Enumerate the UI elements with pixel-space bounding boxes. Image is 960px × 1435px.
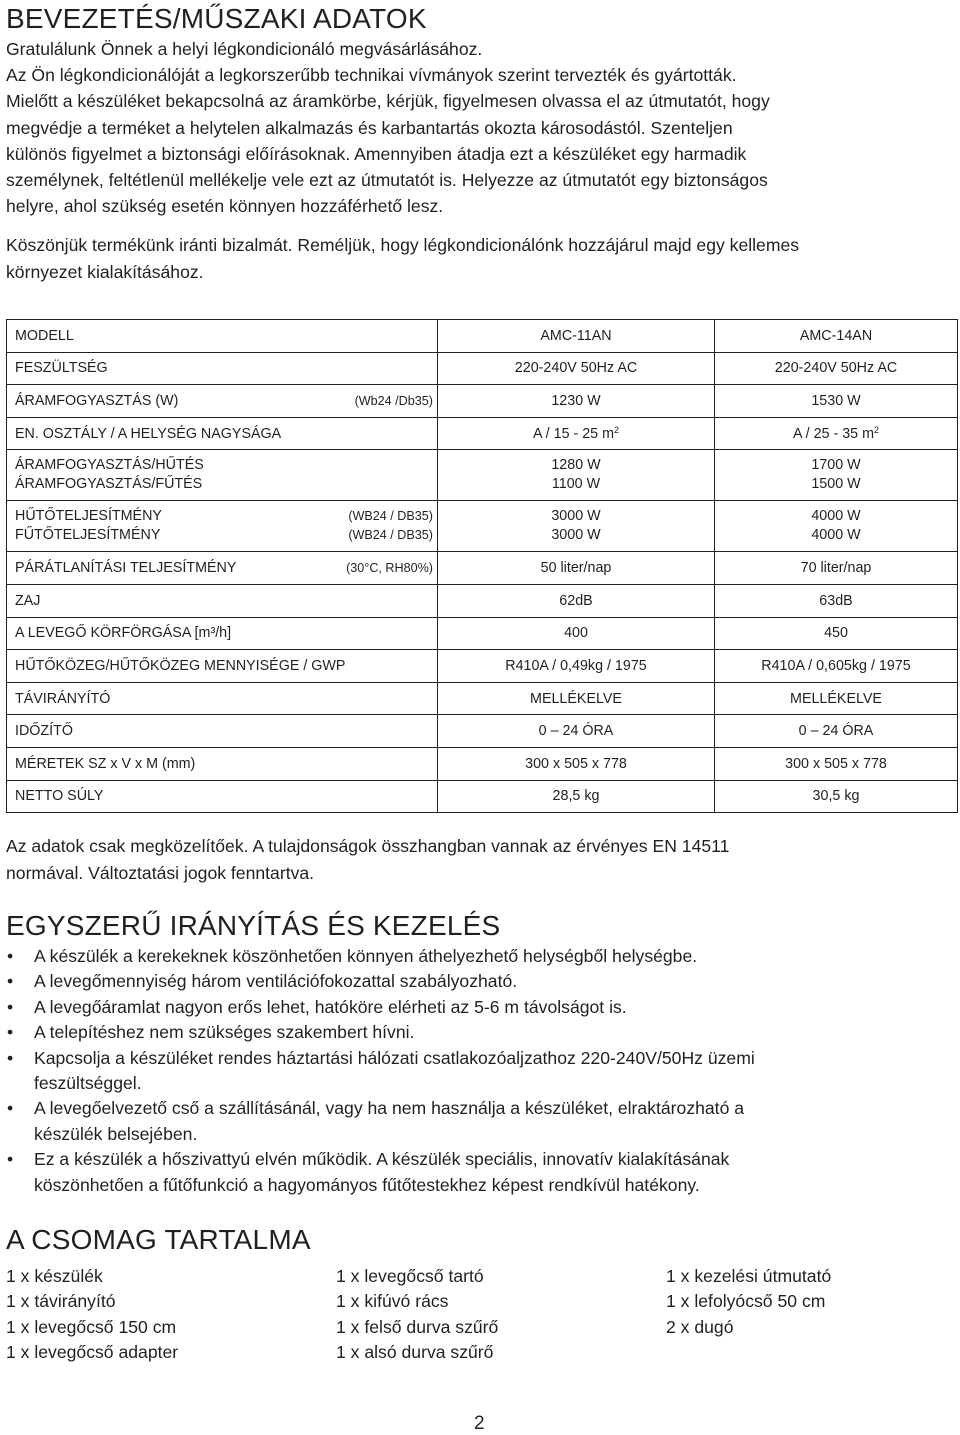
value-model-b: A / 25 - 35 $m^2$ [715, 417, 958, 450]
value-model-b: 70 liter/nap [715, 552, 958, 585]
table-header-row [7, 320, 958, 353]
list-item: • A levegőmennyiség három ventilációfokozattal szabályozható. [6, 969, 958, 994]
value-model-b: 450 [715, 617, 958, 650]
row-condition: (30°C, RH80%) [307, 552, 438, 585]
value-model-b: 300 x 505 x 778 [715, 747, 958, 780]
value-model-a: 3000 W 3000 W [438, 501, 715, 552]
text-line: Gratulálunk Önnek a helyi légkondicionáló megvásárlásához. [6, 39, 483, 59]
row-label: IDŐZÍTŐ [7, 715, 438, 748]
row-condition: (Wb24 /Db35) [307, 385, 438, 418]
text-line: Az Ön légkondicionálóját a legkorszerűbb technikai vívmányok szerint tervezték és gyártották. [6, 65, 737, 86]
value-model-b: 220-240V 50Hz AC [715, 352, 958, 385]
list-item: 1 x felső durva szűrő [336, 1316, 499, 1337]
table-row [7, 450, 958, 501]
list-item: • A készülék a kerekeknek köszönhetően könnyen áthelyezhető helységből helységbe. [6, 944, 958, 969]
row-label: PÁRÁTLANÍTÁSI TELJESÍTMÉNY [7, 552, 308, 585]
text-line: Köszönjük termékünk iránti bizalmát. Reméljük, hogy légkondicionálónk hozzájárul majd egy kellemes [6, 235, 800, 256]
text-line: Mielőtt a készüléket bekapcsolná az áramkörbe, kérjük, figyelmesen olvassa el az útmutatót, hogy [6, 91, 770, 112]
table-row [7, 552, 958, 585]
bullet-icon: • [7, 996, 14, 1017]
row-label: TÁVIRÁNYÍTÓ [7, 682, 438, 715]
value-model-a: 220-240V 50Hz AC [438, 352, 715, 385]
value-model-b: 1700 W 1500 W [715, 450, 958, 501]
text-line: megvédje a terméket a helytelen alkalmazás és karbantartás okozta károsodástól. Szenteljen [6, 117, 733, 138]
table-row [7, 352, 958, 385]
disclaimer-note [6, 833, 958, 886]
value-model-b: 1530 W [715, 385, 958, 418]
value-model-a: MELLÉKELVE [438, 682, 715, 715]
spec-table [6, 319, 958, 813]
value-model-a: 1230 W [438, 385, 715, 418]
list-item: 2 x dugó [666, 1316, 734, 1337]
table-row [7, 584, 958, 617]
text-line: normával. Változtatási jogok fenntartva. [6, 862, 315, 883]
table-row [7, 417, 958, 450]
value-model-a: 50 liter/nap [438, 552, 715, 585]
value-model-a: 0 – 24 ÓRA [438, 715, 715, 748]
bullet-icon: • [7, 1149, 14, 1170]
list-item: 1 x kifúvó rács [336, 1291, 449, 1312]
value-model-a: 1280 W 1100 W [438, 450, 715, 501]
text-line: helyre, ahol szükség esetén könnyen hozzáférhető lesz. [6, 196, 444, 217]
text-line: Az adatok csak megközelítőek. A tulajdonságok összhangban vannak az érvényes EN 14511 [6, 836, 730, 856]
list-item: 1 x lefolyócső 50 cm [666, 1291, 826, 1312]
list-item: 1 x levegőcső tartó [336, 1266, 484, 1286]
list-item: • A telepítéshez nem szükséges szakembert hívni. [6, 1020, 958, 1045]
value-model-a: 62dB [438, 584, 715, 617]
row-label: MÉRETEK SZ x V x M (mm) [7, 747, 438, 780]
list-item: 1 x levegőcső adapter [6, 1341, 179, 1362]
list-item: • Ez a készülék a hőszivattyú elvén működik. A készülék speciális, innovatív kialakításának köszönhetően a fűtőfunkció a hagyományos fűtőtestekhez képest rendkívül hatékony. [7, 1149, 730, 1195]
value-model-a: 400 [438, 617, 715, 650]
package-column [6, 1264, 178, 1365]
table-row [7, 617, 958, 650]
row-label: ÁRAMFOGYASZTÁS (W) [7, 385, 308, 418]
value-model-b: 4000 W 4000 W [715, 501, 958, 552]
table-row [7, 747, 958, 780]
table-row [7, 682, 958, 715]
value-model-b: 0 – 24 ÓRA [715, 715, 958, 748]
row-condition: (WB24 / DB35) (WB24 / DB35) [307, 501, 438, 552]
row-label: HŰTŐKÖZEG/HŰTŐKÖZEG MENNYISÉGE / GWP [7, 650, 438, 683]
text-line: különös figyelmet a biztonsági előírásoknak. Amennyiben átadja ezt a készüléket egy harmadik [6, 143, 747, 164]
value-model-b: 63dB [715, 584, 958, 617]
page-number: 2 [474, 1413, 485, 1434]
value-model-b: MELLÉKELVE [715, 682, 958, 715]
table-row [7, 501, 958, 552]
table-row [7, 650, 958, 683]
row-label: ÁRAMFOGYASZTÁS/HŰTÉS ÁRAMFOGYASZTÁS/FŰTÉS [7, 450, 438, 501]
table-row [7, 715, 958, 748]
list-item: 1 x készülék [6, 1266, 103, 1286]
list-item: • A levegőelvezető cső a szállításánál, vagy ha nem használja a készüléket, elraktározható a készülék belsejében. [7, 1098, 745, 1144]
row-label: FESZÜLTSÉG [7, 352, 438, 385]
table-row [7, 780, 958, 813]
table-row [7, 385, 958, 418]
row-label: ZAJ [7, 584, 438, 617]
list-item: • Kapcsolja a készüléket rendes háztartási hálózati csatlakozóaljzathoz 220-240V/50Hz üzemi feszültséggel. [7, 1047, 755, 1094]
value-model-a: 28,5 kg [438, 780, 715, 813]
row-label: EN. OSZTÁLY / A HELYSÉG NAGYSÁGA [7, 417, 438, 450]
header-model-b: AMC-14AN [715, 320, 958, 353]
list-item: • A levegőáramlat nagyon erős lehet, hatóköre elérheti az 5-6 m távolságot is. [6, 995, 958, 1020]
list-item: 1 x kezelési útmutató [666, 1266, 832, 1286]
section-title-operation: EGYSZERŰ IRÁNYÍTÁS ÉS KEZELÉS [6, 910, 501, 941]
row-label: A LEVEGŐ KÖRFÖRGÁSA [m³/h] [7, 617, 438, 650]
bullet-icon: • [7, 946, 14, 966]
row-label: HŰTŐTELJESÍTMÉNY FŰTŐTELJESÍTMÉNY [7, 501, 308, 552]
section-title-intro: BEVEZETÉS/MŰSZAKI ADATOK [6, 3, 427, 34]
header-model-label: MODELL [7, 320, 438, 353]
bullet-icon: • [7, 1098, 14, 1119]
text-line: környezet kialakításához. [6, 261, 204, 282]
text-line: személynek, feltétlenül mellékelje vele ezt az útmutatót is. Helyezze az útmutatót egy biztonságos [6, 170, 768, 191]
bullet-icon: • [7, 1022, 14, 1043]
list-item: 1 x alsó durva szűrő [336, 1341, 494, 1362]
bullet-icon: • [7, 1047, 14, 1068]
value-model-a: 300 x 505 x 778 [438, 747, 715, 780]
section-title-package: A CSOMAG TARTALMA [6, 1224, 311, 1255]
value-model-b: 30,5 kg [715, 780, 958, 813]
features-list [6, 944, 958, 1198]
list-item: 1 x levegőcső 150 cm [6, 1316, 177, 1337]
intro-paragraph [6, 36, 958, 219]
header-model-a: AMC-11AN [438, 320, 715, 353]
package-column [666, 1264, 831, 1340]
value-model-a: R410A / 0,49kg / 1975 [438, 650, 715, 683]
list-item: 1 x távirányító [6, 1291, 116, 1312]
value-model-b: R410A / 0,605kg / 1975 [715, 650, 958, 683]
value-model-a: A / 15 - 25 $m^2$ [438, 417, 715, 450]
thanks-paragraph [6, 232, 958, 284]
package-column [336, 1264, 498, 1365]
row-label: NETTO SÚLY [7, 780, 438, 813]
bullet-icon: • [7, 971, 14, 992]
intro-text [6, 36, 958, 285]
